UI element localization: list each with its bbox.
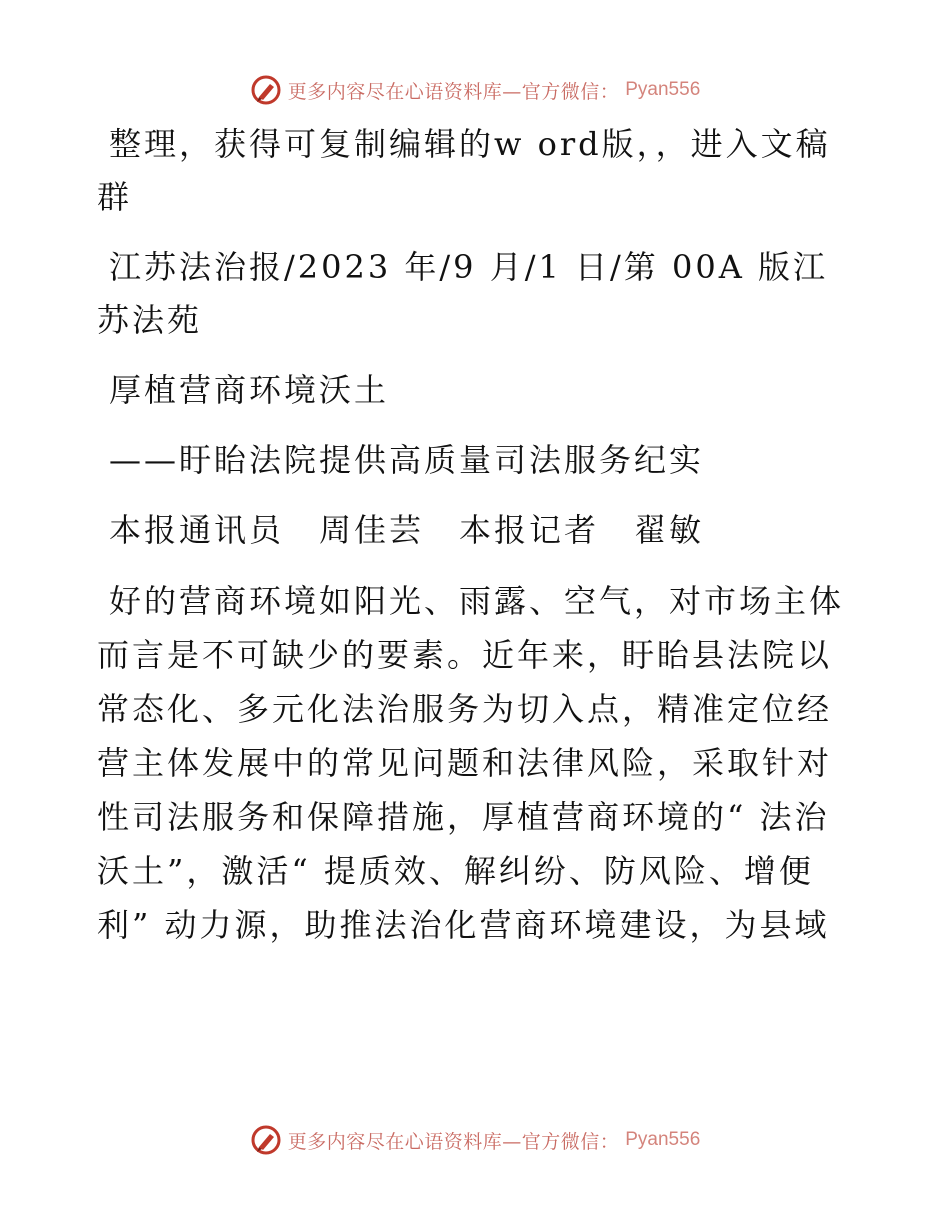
watermark-text: 更多内容尽在心语资料库—官方微信： <box>287 80 620 103</box>
article-subtitle: ——盱眙法院提供高质量司法服务纪实 <box>109 441 705 479</box>
body-paragraph: 好的营商环境如阳光、雨露、空气，对市场主体而言是不可缺少的要素。近年来，盱眙县法院以常态化、多元化法治服务为切入点，精准定位经营主体发展中的常见问题和法律风险，采取针对性司法服务和保障措施，厚植营商环境的“ 法治沃土”，激活“ 提质效、解纠纷、防风险、增便利” 动力源，助推法治化营商环境建设，为县域 <box>97 582 845 944</box>
header-watermark <box>0 70 950 110</box>
watermark-handle: Pyan556 <box>625 1129 701 1150</box>
article-title: 厚植营商环境沃土 <box>109 371 390 409</box>
source-line: 江苏法治报/2023 年/9 月/1 日/第 00A 版江苏法苑 <box>97 248 828 339</box>
document-body <box>97 118 857 969</box>
watermark-text: 更多内容尽在心语资料库—官方微信： <box>287 1130 620 1153</box>
byline: 本报通讯员 周佳芸 本报记者 翟敏 <box>109 511 705 549</box>
watermark-handle: Pyan556 <box>625 79 701 100</box>
intro-line: 整理，获得可复制编辑的w ord版，，进入文稿群 <box>97 125 831 216</box>
pen-logo-icon <box>250 74 282 106</box>
footer-watermark <box>0 1120 950 1160</box>
pen-logo-icon <box>250 1124 282 1156</box>
